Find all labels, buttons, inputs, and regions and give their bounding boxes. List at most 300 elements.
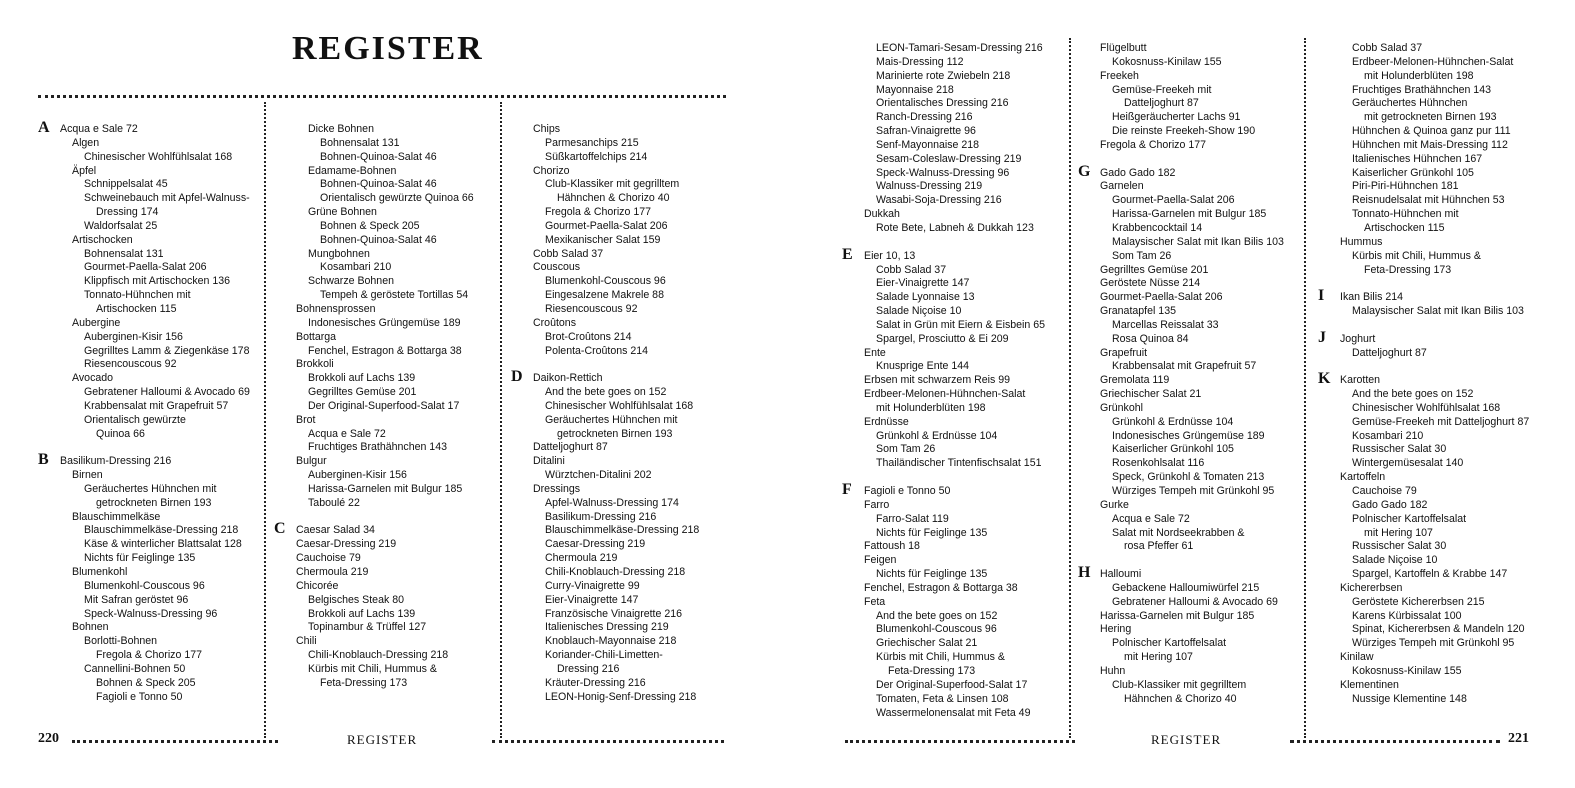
index-entry: Gurke <box>1100 498 1129 511</box>
index-entry: And the bete goes on 152 <box>545 386 667 399</box>
index-entry: Griechischer Salat 21 <box>1100 388 1202 401</box>
index-entry: Malaysischer Salat mit Ikan Bilis 103 <box>1112 235 1284 248</box>
index-entry: Algen <box>72 136 100 149</box>
index-entry: Bohnensalat 131 <box>84 247 164 260</box>
index-entry: Eier-Vinaigrette 147 <box>545 593 639 606</box>
index-entry: Granatapfel 135 <box>1100 305 1176 318</box>
index-entry: Blumenkohl <box>72 566 128 578</box>
index-entry: Brokkoli auf Lachs 139 <box>308 372 416 385</box>
section-letter: J <box>1318 328 1326 346</box>
index-entry: Salat mit Nordseekrabben & <box>1112 526 1245 539</box>
index-entry: Blauschimmelkäse-Dressing 218 <box>545 524 700 537</box>
index-entry: Tomaten, Feta & Linsen 108 <box>876 692 1009 705</box>
index-section <box>296 123 474 511</box>
index-entry: Feta <box>864 595 886 608</box>
index-entry: Blumenkohl-Couscous 96 <box>876 623 997 636</box>
index-entry: Ditalini <box>533 455 565 468</box>
index-entry: mit Hering 107 <box>1364 526 1433 539</box>
index-entry: Belgisches Steak 80 <box>308 593 404 606</box>
index-entry: Quinoa 66 <box>96 427 145 440</box>
index-section <box>511 368 700 704</box>
index-entry: Borlotti-Bohnen <box>84 635 158 648</box>
index-entry: Geröstete Kichererbsen 215 <box>1352 595 1485 608</box>
index-entry: Acqua e Sale 72 <box>60 123 138 135</box>
index-entry: Gourmet-Paella-Salat 206 <box>545 219 668 232</box>
index-entry: Feigen <box>864 554 897 567</box>
index-entry: Couscous <box>533 261 581 274</box>
index-entry: Kaiserlicher Grünkohl 105 <box>1352 166 1474 179</box>
index-entry: Bohnen & Speck 205 <box>320 219 420 232</box>
section-letter: C <box>274 520 286 538</box>
index-entry: Bohnen & Speck 205 <box>96 676 196 689</box>
index-entry: Klementinen <box>1340 678 1399 691</box>
index-entry: Schweinebauch mit Apfel-Walnuss- <box>84 192 250 205</box>
index-entry: Garnelen <box>1100 180 1144 193</box>
index-section <box>1100 42 1284 153</box>
index-section <box>1340 42 1529 277</box>
index-entry: mit getrockneten Birnen 193 <box>1364 111 1497 124</box>
index-entry: Blumenkohl-Couscous 96 <box>545 275 666 288</box>
index-entry: Kokosnuss-Kinilaw 155 <box>1112 55 1222 68</box>
index-entry: Geräuchertes Hühnchen <box>1352 97 1468 110</box>
index-entry: Huhn <box>1100 664 1126 677</box>
index-entry: Chili-Knoblauch-Dressing 218 <box>545 566 686 578</box>
index-entry: Gremolata 119 <box>1100 374 1170 387</box>
index-entry: Riesencouscous 92 <box>545 302 638 315</box>
index-entry: Chinesischer Wohlfühlsalat 168 <box>1352 401 1501 414</box>
index-entry: Acqua e Sale 72 <box>1112 512 1190 525</box>
section-letter: H <box>1078 564 1091 582</box>
index-entry: Cobb Salad 37 <box>1352 42 1423 54</box>
column-divider <box>1304 38 1306 738</box>
index-entry: Kosambari 210 <box>1352 429 1424 442</box>
index-column-2 <box>274 123 474 691</box>
index-entry: Gegrilltes Gemüse 201 <box>308 386 417 399</box>
index-entry: Datteljoghurt 87 <box>533 441 608 454</box>
index-entry: Russischer Salat 30 <box>1352 443 1447 456</box>
index-entry: Fenchel, Estragon & Bottarga 38 <box>864 581 1018 594</box>
section-letter: D <box>511 368 523 386</box>
index-entry: Erdnüsse <box>864 415 909 428</box>
index-entry: Malaysischer Salat mit Ikan Bilis 103 <box>1352 305 1524 318</box>
index-entry: Dressing 174 <box>96 206 159 219</box>
index-entry: Italienisches Hühnchen 167 <box>1352 152 1483 165</box>
index-entry: Fruchtiges Brathähnchen 143 <box>1352 83 1491 96</box>
index-entry: Marinierte rote Zwiebeln 218 <box>876 69 1011 82</box>
page-number-left: 220 <box>38 731 59 746</box>
index-entry: Rote Bete, Labneh & Dukkah 123 <box>876 221 1034 234</box>
index-entry: Caesar-Dressing 219 <box>545 538 646 551</box>
index-entry: Harissa-Garnelen mit Bulgur 185 <box>1112 208 1267 221</box>
index-entry: Krabbencocktail 14 <box>1112 221 1203 234</box>
index-entry: Hähnchen & Chorizo 40 <box>557 192 670 205</box>
index-entry: Kürbis mit Chili, Hummus & <box>308 662 437 675</box>
index-entry: Hühnchen & Quinoa ganz pur 111 <box>1352 125 1511 138</box>
index-entry: Farro <box>864 498 890 511</box>
index-entry: Chinesischer Wohlfühlsalat 168 <box>84 150 233 163</box>
index-entry: Birnen <box>72 469 103 482</box>
index-entry: Chermoula 219 <box>296 566 369 578</box>
index-entry: Kichererbsen <box>1340 581 1403 594</box>
index-entry: Club-Klassiker mit gegrilltem <box>545 178 680 191</box>
index-section <box>1318 370 1530 706</box>
index-entry: And the bete goes on 152 <box>876 609 998 622</box>
index-entry: Auberginen-Kisir 156 <box>308 469 407 482</box>
index-entry: Apfel-Walnuss-Dressing 174 <box>545 496 679 509</box>
footer-divider <box>1290 740 1500 743</box>
index-entry: Fregola & Chorizo 177 <box>1100 138 1206 151</box>
index-entry: Topinambur & Trüffel 127 <box>308 621 427 634</box>
index-entry: Som Tam 26 <box>1112 249 1172 262</box>
index-entry: Cobb Salad 37 <box>533 247 604 260</box>
index-entry: Russischer Salat 30 <box>1352 540 1447 553</box>
index-entry: Kartoffeln <box>1340 471 1386 484</box>
index-section <box>842 245 1045 472</box>
index-entry: Basilikum-Dressing 216 <box>545 510 657 523</box>
index-entry: getrockneten Birnen 193 <box>557 427 673 440</box>
index-entry: Brokkoli auf Lachs 139 <box>308 607 416 620</box>
index-entry: Walnuss-Dressing 219 <box>876 180 983 193</box>
index-entry: Kürbis mit Chili, Hummus & <box>876 651 1005 664</box>
index-entry: Tempeh & geröstete Tortillas 54 <box>320 289 469 302</box>
index-entry: Acqua e Sale 72 <box>308 427 386 440</box>
index-entry: rosa Pfeffer 61 <box>1124 540 1194 553</box>
index-entry: Äpfel <box>72 164 97 177</box>
index-entry: LEON-Honig-Senf-Dressing 218 <box>545 690 697 703</box>
index-entry: Club-Klassiker mit gegrilltem <box>1112 678 1247 691</box>
index-entry: Gado Gado 182 <box>1352 498 1428 511</box>
index-entry: Blumenkohl-Couscous 96 <box>84 579 205 592</box>
index-entry: mit Holunderblüten 198 <box>876 401 986 414</box>
index-entry: Salade Lyonnaise 13 <box>876 291 975 304</box>
index-entry: Halloumi <box>1100 568 1142 581</box>
index-entry: Wasabi-Soja-Dressing 216 <box>876 194 1002 207</box>
index-entry: Spinat, Kichererbsen & Mandeln 120 <box>1352 623 1525 636</box>
index-entry: Salat in Grün mit Eiern & Eisbein 65 <box>876 318 1045 331</box>
index-column-3 <box>511 123 700 704</box>
index-entry: Dressings <box>533 482 581 495</box>
index-entry: Brot-Croûtons 214 <box>545 330 632 343</box>
index-entry: Bohnen-Quinoa-Salat 46 <box>320 233 437 246</box>
index-entry: Nichts für Feiglinge 135 <box>84 552 196 565</box>
index-entry: Käse & winterlicher Blattsalat 128 <box>84 538 242 551</box>
index-entry: Dicke Bohnen <box>308 123 374 135</box>
index-entry: Kinilaw <box>1340 651 1374 664</box>
page-title: REGISTER <box>292 30 484 67</box>
index-entry: Waldorfsalat 25 <box>84 219 158 232</box>
index-entry: Erdbeer-Melonen-Hühnchen-Salat <box>864 388 1026 401</box>
index-section <box>274 520 474 690</box>
index-entry: Schwarze Bohnen <box>308 275 394 288</box>
index-entry: Fagioli e Tonno 50 <box>864 485 951 497</box>
index-section <box>38 119 250 441</box>
index-entry: Fagioli e Tonno 50 <box>96 690 183 703</box>
index-entry: Grapefruit <box>1100 346 1148 359</box>
index-entry: Feta-Dressing 173 <box>1364 263 1452 276</box>
index-entry: Bohnen-Quinoa-Salat 46 <box>320 178 437 191</box>
index-entry: Chorizo <box>533 164 570 177</box>
index-entry: Knusprige Ente 144 <box>876 360 970 373</box>
index-entry: Knoblauch-Mayonnaise 218 <box>545 635 677 648</box>
index-entry: Fregola & Chorizo 177 <box>545 206 651 219</box>
index-column-5 <box>1078 42 1284 707</box>
index-entry: Bohnen-Quinoa-Salat 46 <box>320 150 437 163</box>
index-entry: Mexikanischer Salat 159 <box>545 233 661 246</box>
index-entry: Fregola & Chorizo 177 <box>96 649 202 662</box>
index-entry: Wassermelonensalat mit Feta 49 <box>876 706 1031 719</box>
index-entry: Koriander-Chili-Limetten- <box>545 649 663 662</box>
index-entry: Avocado <box>72 372 114 385</box>
index-entry: Ente <box>864 346 886 359</box>
index-entry: Joghurt <box>1340 332 1376 345</box>
index-entry: Salade Niçoise 10 <box>1352 554 1438 567</box>
index-entry: Orientalisches Dressing 216 <box>876 97 1009 110</box>
index-entry: Gegrilltes Lamm & Ziegenkäse 178 <box>84 344 250 357</box>
index-entry: getrockneten Birnen 193 <box>96 496 212 509</box>
index-entry: Chinesischer Wohlfühlsalat 168 <box>545 399 694 412</box>
index-entry: Orientalisch gewürzte <box>84 413 186 426</box>
index-entry: Blauschimmelkäse-Dressing 218 <box>84 524 239 537</box>
index-entry: Hering <box>1100 623 1132 636</box>
index-entry: Riesencouscous 92 <box>84 358 177 371</box>
index-entry: Geräuchertes Hühnchen mit <box>84 482 217 495</box>
section-letter: F <box>842 481 852 498</box>
index-entry: Safran-Vinaigrette 96 <box>876 125 976 138</box>
index-entry: Cannellini-Bohnen 50 <box>84 662 186 675</box>
index-entry: Ranch-Dressing 216 <box>876 111 973 124</box>
index-entry: Indonesisches Grüngemüse 189 <box>308 316 461 329</box>
index-entry: Bottarga <box>296 330 337 343</box>
index-entry: Reisnudelsalat mit Hühnchen 53 <box>1352 194 1505 207</box>
index-entry: Chili <box>296 635 317 648</box>
index-entry: Brokkoli <box>296 358 334 371</box>
footer-label-left: REGISTER <box>347 732 418 747</box>
index-entry: Gebackene Halloumiwürfel 215 <box>1112 581 1260 594</box>
index-entry: Karens Kürbissalat 100 <box>1352 609 1462 622</box>
index-section <box>1078 564 1284 706</box>
index-entry: Freekeh <box>1100 69 1139 82</box>
index-entry: Kürbis mit Chili, Hummus & <box>1352 249 1481 262</box>
index-entry: Som Tam 26 <box>876 443 936 456</box>
index-entry: Kokosnuss-Kinilaw 155 <box>1352 664 1462 677</box>
index-entry: Artischocken <box>72 233 133 246</box>
index-entry: Tonnato-Hühnchen mit <box>1352 208 1459 221</box>
index-entry: Schnippelsalat 45 <box>84 178 168 191</box>
index-entry: Harissa-Garnelen mit Bulgur 185 <box>1100 609 1255 622</box>
index-entry: Gemüse-Freekeh mit <box>1112 83 1212 96</box>
column-divider <box>500 102 502 738</box>
index-entry: mit Holunderblüten 198 <box>1364 69 1474 82</box>
column-divider <box>1069 38 1071 738</box>
index-section <box>842 481 1045 720</box>
index-entry: Klippfisch mit Artischocken 136 <box>84 275 231 288</box>
index-entry: Spargel, Prosciutto & Ei 209 <box>876 332 1009 345</box>
index-entry: Caesar-Dressing 219 <box>296 538 397 551</box>
title-divider <box>38 95 726 98</box>
index-entry: LEON-Tamari-Sesam-Dressing 216 <box>876 42 1043 54</box>
index-entry: Gourmet-Paella-Salat 206 <box>1100 291 1223 304</box>
index-entry: Artischocken 115 <box>1364 221 1445 234</box>
index-entry: Senf-Mayonnaise 218 <box>876 138 980 151</box>
index-entry: Griechischer Salat 21 <box>876 637 978 650</box>
index-entry: Croûtons <box>533 316 576 329</box>
index-entry: Mais-Dressing 112 <box>876 55 964 68</box>
index-entry: Farro-Salat 119 <box>876 512 949 525</box>
index-entry: Tonnato-Hühnchen mit <box>84 289 191 302</box>
index-entry: Thailändischer Tintenfischsalat 151 <box>876 457 1042 470</box>
index-column-4 <box>842 42 1045 720</box>
page-number-right: 221 <box>1508 731 1529 746</box>
index-entry: Der Original-Superfood-Salat 17 <box>308 399 460 412</box>
index-entry: Grünkohl & Erdnüsse 104 <box>876 429 998 442</box>
index-entry: Taboulé 22 <box>308 496 360 509</box>
index-entry: Artischocken 115 <box>96 302 177 315</box>
index-entry: Auberginen-Kisir 156 <box>84 330 183 343</box>
index-entry: Gourmet-Paella-Salat 206 <box>1112 194 1235 207</box>
section-letter: G <box>1078 162 1091 180</box>
index-entry: Aubergine <box>72 316 121 329</box>
index-entry: Daikon-Rettich <box>533 372 603 385</box>
index-entry: Spargel, Kartoffeln & Krabbe 147 <box>1352 568 1508 581</box>
index-entry: Feta-Dressing 173 <box>320 676 408 689</box>
index-entry: Würziges Tempeh mit Grünkohl 95 <box>1352 637 1515 650</box>
section-letter: B <box>38 451 49 469</box>
footer-divider <box>492 740 724 743</box>
index-entry: Piri-Piri-Hühnchen 181 <box>1352 180 1459 193</box>
column-divider <box>264 102 266 738</box>
index-entry: Nichts für Feiglinge 135 <box>876 568 988 581</box>
index-entry: Kaiserlicher Grünkohl 105 <box>1112 443 1234 456</box>
index-entry: Mit Safran geröstet 96 <box>84 593 189 606</box>
index-entry: Bulgur <box>296 455 327 468</box>
footer-divider <box>72 740 278 743</box>
index-entry: Basilikum-Dressing 216 <box>60 455 172 468</box>
section-letter: K <box>1318 370 1331 388</box>
index-entry: Hähnchen & Chorizo 40 <box>1124 692 1237 705</box>
index-entry: Salade Niçoise 10 <box>876 305 962 318</box>
index-entry: Indonesisches Grüngemüse 189 <box>1112 429 1265 442</box>
index-entry: Würztchen-Ditalini 202 <box>545 469 652 482</box>
index-entry: Gebratener Halloumi & Avocado 69 <box>1112 595 1278 608</box>
index-entry: Die reinste Freekeh-Show 190 <box>1112 125 1256 138</box>
index-entry: Gegrilltes Gemüse 201 <box>1100 263 1209 276</box>
index-entry: Datteljoghurt 87 <box>1352 346 1427 359</box>
index-entry: Würziges Tempeh mit Grünkohl 95 <box>1112 485 1275 497</box>
index-entry: Eingesalzene Makrele 88 <box>545 289 664 302</box>
index-entry: Rosenkohlsalat 116 <box>1112 457 1205 470</box>
index-entry: Französische Vinaigrette 216 <box>545 607 683 620</box>
index-entry: Polenta-Croûtons 214 <box>545 344 649 357</box>
index-entry: Polnischer Kartoffelsalat <box>1112 637 1227 650</box>
index-entry: Orientalisch gewürzte Quinoa 66 <box>320 192 474 205</box>
index-entry: Kosambari 210 <box>320 261 392 274</box>
index-entry: Cauchoise 79 <box>296 552 361 565</box>
index-entry: Grüne Bohnen <box>308 206 377 219</box>
index-section <box>533 123 699 358</box>
index-entry: Chermoula 219 <box>545 552 618 565</box>
index-entry: Chicorée <box>296 579 339 592</box>
index-entry: Curry-Vinaigrette 99 <box>545 579 640 592</box>
index-column-1 <box>38 119 250 704</box>
index-entry: Cobb Salad 37 <box>876 263 947 276</box>
index-section <box>38 451 250 704</box>
index-entry: Fruchtiges Brathähnchen 143 <box>308 441 447 454</box>
index-entry: Bohnen <box>72 621 109 634</box>
index-entry: Karotten <box>1340 374 1381 387</box>
section-letter: I <box>1318 287 1325 305</box>
index-section <box>1078 162 1284 555</box>
index-entry: Kräuter-Dressing 216 <box>545 676 646 689</box>
index-entry: Flügelbutt <box>1100 42 1147 54</box>
index-entry: Gebratener Halloumi & Avocado 69 <box>84 386 250 399</box>
index-entry: Gado Gado 182 <box>1100 166 1176 179</box>
index-entry: Feta-Dressing 173 <box>888 664 976 677</box>
section-letter: A <box>38 119 50 136</box>
index-entry: Fattoush 18 <box>864 540 920 553</box>
index-entry: mit Hering 107 <box>1124 651 1193 664</box>
index-entry: Dressing 216 <box>557 662 620 675</box>
index-column-6 <box>1318 42 1530 707</box>
index-entry: Süßkartoffelchips 214 <box>545 150 648 163</box>
index-entry: Geräuchertes Hühnchen mit <box>545 413 678 426</box>
index-entry: Wintergemüsesalat 140 <box>1352 457 1464 470</box>
index-entry: Mayonnaise 218 <box>876 83 954 96</box>
index-section <box>864 42 1045 236</box>
index-entry: Speck-Walnuss-Dressing 96 <box>876 166 1010 179</box>
index-entry: Heißgeräucherter Lachs 91 <box>1112 111 1241 124</box>
index-entry: Datteljoghurt 87 <box>1124 97 1199 110</box>
index-entry: Chips <box>533 123 561 135</box>
index-entry: Der Original-Superfood-Salat 17 <box>876 678 1028 691</box>
index-entry: Hummus <box>1340 235 1383 248</box>
index-entry: Eier-Vinaigrette 147 <box>876 277 970 290</box>
index-entry: Bohnensalat 131 <box>320 136 400 149</box>
index-entry: Italienisches Dressing 219 <box>545 621 669 634</box>
index-entry: Krabbensalat mit Grapefruit 57 <box>1112 360 1257 373</box>
index-entry: Parmesanchips 215 <box>545 136 639 149</box>
index-entry: Sesam-Coleslaw-Dressing 219 <box>876 152 1022 165</box>
footer-divider <box>845 740 1075 743</box>
index-entry: Erdbeer-Melonen-Hühnchen-Salat <box>1352 55 1514 68</box>
index-entry: Nichts für Feiglinge 135 <box>876 526 988 539</box>
index-entry: Cauchoise 79 <box>1352 485 1417 497</box>
index-section <box>1318 328 1529 361</box>
index-entry: Gemüse-Freekeh mit Datteljoghurt 87 <box>1352 415 1530 428</box>
index-entry: Hühnchen mit Mais-Dressing 112 <box>1352 138 1508 151</box>
index-entry: Polnischer Kartoffelsalat <box>1352 512 1467 525</box>
index-entry: Krabbensalat mit Grapefruit 57 <box>84 399 229 412</box>
index-entry: Erbsen mit schwarzem Reis 99 <box>864 374 1011 387</box>
index-entry: Chili-Knoblauch-Dressing 218 <box>308 649 449 662</box>
index-entry: Ikan Bilis 214 <box>1340 291 1404 304</box>
index-entry: Brot <box>296 413 316 426</box>
index-entry: And the bete goes on 152 <box>1352 388 1474 401</box>
index-entry: Caesar Salad 34 <box>296 524 375 537</box>
index-entry: Grünkohl <box>1100 401 1143 414</box>
index-entry: Speck-Walnuss-Dressing 96 <box>84 607 218 620</box>
index-entry: Rosa Quinoa 84 <box>1112 332 1189 345</box>
index-entry: Marcellas Reissalat 33 <box>1112 318 1219 331</box>
footer-label-right: REGISTER <box>1151 732 1222 747</box>
index-entry: Geröstete Nüsse 214 <box>1100 277 1201 290</box>
index-entry: Harissa-Garnelen mit Bulgur 185 <box>308 482 463 495</box>
section-letter: E <box>842 245 853 263</box>
index-entry: Nussige Klementine 148 <box>1352 692 1467 705</box>
index-entry: Gourmet-Paella-Salat 206 <box>84 261 207 274</box>
index-entry: Dukkah <box>864 208 900 221</box>
index-entry: Edamame-Bohnen <box>308 164 397 177</box>
index-entry: Speck, Grünkohl & Tomaten 213 <box>1112 471 1265 484</box>
